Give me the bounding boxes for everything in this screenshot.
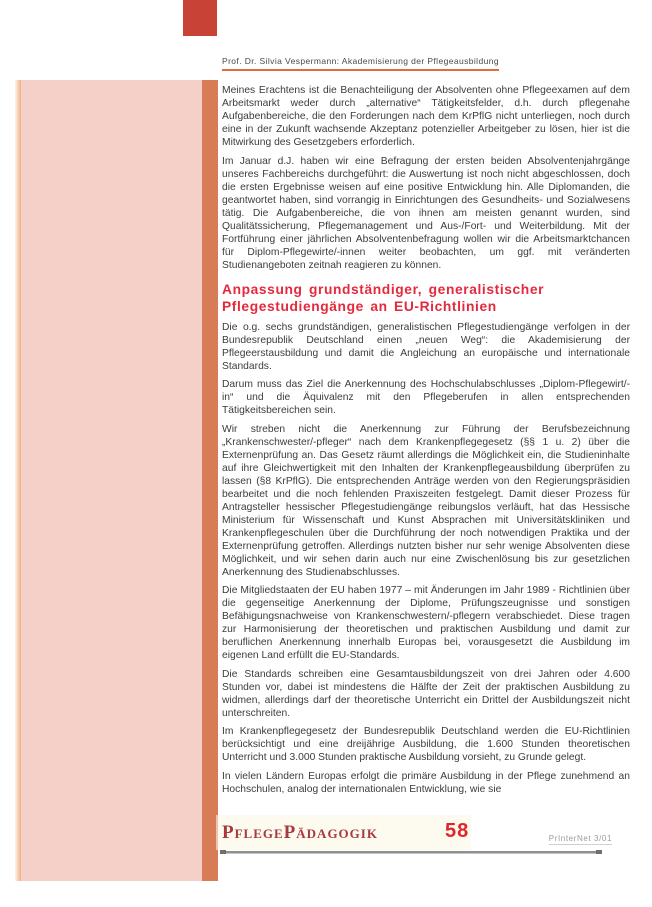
running-header-byline: Prof. Dr. Silvia Vespermann: Akademisierung der Pflegeausbildung [222, 56, 499, 71]
body-paragraph: Darum muss das Ziel die Anerkennung des Hochschulabschlusses „Diplom-Pflegewirt/-in“ und die Äquivalenz mit den Pflegeberufen in allen entsprechenden Tätigkeitsbereichen sein. [222, 379, 630, 416]
salmon-sidebar-strip [202, 80, 218, 881]
pink-sidebar-band [21, 80, 202, 881]
journal-title: PflegePädagogik [222, 822, 378, 843]
issue-label: PrInterNet 3/01 [548, 834, 612, 843]
intro-paragraph-group [222, 84, 630, 272]
body-paragraph: In vielen Ländern Europas erfolgt die primäre Ausbildung in der Pflege zunehmend an Hochschulen, analog der internationalen Entwicklung, wie sie [222, 770, 630, 795]
section-heading: Anpassung grundständiger, generalistischer Pflegestudiengänge an EU-Richtlinien [222, 281, 545, 314]
page-number: 58 [445, 820, 470, 842]
body-paragraph: Im Januar d.J. haben wir eine Befragung der ersten beiden Absolventenjahrgänge unseres Fachbereichs durchgeführt: die Auswertung ist noch nicht abgeschlossen, doch die ersten Ergebnisse weisen auf eine positive Entwicklung hin. Alle Diplomanden, die geantwortet haben, sind vorrangig in Einrichtungen des Gesundheits- und Sozialwesens tätig. Die Aufgabenbereiche, die von ihnen am meisten genannt wurden, sind Qualitätssicherung, Pflegemanagement und Aus-/Fort- und Weiterbildung. Mit der Fortführung einer jährlichen Absolventenbefragung wollen wir die Arbeitsmarktchancen für Diplom-Pflegewirte/-innen weiter beobachten, um ggf. mit veränderten Studienangeboten zeitnah reagieren zu können. [222, 155, 630, 271]
body-paragraph: Die Mitgliedstaaten der EU haben 1977 – mit Änderungen im Jahr 1989 - Richtlinien über die gegenseitige Anerkennung der Diplome, Prüfungszeugnisse und sonstigen Befähigungsnachweise von Krankenschwestern/-pflegern verabschiedet. Diese tragen zur Harmonisierung der theoretischen und praktischen Ausbildung und damit zur beruflichen Anerkennung innerhalb Europas bei, vorausgesetzt die Ausbildung im eigenen Land erfüllt die EU-Standards. [222, 585, 630, 661]
body-paragraph: Im Krankenpflegegesetz der Bundesrepublik Deutschland werden die EU-Richtlinien berücksichtigt und eine dreijährige Ausbildung, die 1.600 Stunden theoretischen Unterricht und 3.000 Stunden praktische Ausbildung vorsieht, zu Grunde gelegt. [222, 726, 630, 763]
body-paragraph: Wir streben nicht die Anerkennung zur Führung der Berufsbezeichnung „Krankenschwester/-pfleger“ nach dem Krankenpflegegesetz (§§ 1 u. 2) über die Externenprüfung an. Das Gesetz räumt allerdings die Möglichkeit ein, die Studieninhalte auf ihre Gleichwertigkeit mit den Inhalten der Krankenpflegeausbildung überprüfen zu lassen (§8 KrPflG). Die entsprechenden Anträge werden von den Regierungspräsidien bearbeitet und die noch fehlenden Praxiszeiten festgelegt. Damit dieser Prozess für Antragsteller hessischer Pflegestudiengänge reibungslos verläuft, hat das Hessische Ministerium für Wissenschaft und Kunst Absprachen mit Universitätskliniken und Krankenpflegeschulen über die Durchführung der noch notwendigen Praktika und der Externenprüfung getroffen. Allerdings nutzten bisher nur sehr wenige Absolventen diese Möglichkeit, und wir sehen darin auch nur eine Zwischenlösung bis zur gesetzlichen Anerkennung des Studienabschlusses. [222, 423, 630, 578]
footer-rule [222, 851, 600, 854]
body-paragraph: Die Standards schreiben eine Gesamtausbildungszeit von drei Jahren oder 4.600 Stunden vor, dabei ist mindestens die Hälfte der Zeit der praktischen Ausbildung zu widmen, allerdings darf der theoretische Unterricht ein Drittel der Ausbildungszeit nicht unterschreiten. [222, 668, 630, 719]
article-content [222, 84, 630, 801]
body-paragraph: Meines Erachtens ist die Benachteiligung der Absolventen ohne Pflegeexamen auf dem Arbeitsmarkt weder durch „alternative“ Tätigkeitsfelder, d.h. durch pflegenahe Aufgabenbereiche, die den Forderungen nach dem KrPflG nicht unterliegen, noch durch eine in der Zukunft wachsende Akzeptanz potenzieller Arbeitgeber zu lösen, hier ist die Mitwirkung des Gesetzgebers erforderlich. [222, 85, 630, 148]
section-paragraph-group [222, 321, 630, 796]
red-corner-square [183, 0, 217, 36]
body-paragraph: Die o.g. sechs grundständigen, generalistischen Pflegestudiengänge verfolgen in der Bundesrepublik Deutschland einen „neuen Weg“: die Akademisierung der Pflegeerstausbildung und damit die Angleichung an europäische und internationale Standards. [222, 321, 630, 372]
